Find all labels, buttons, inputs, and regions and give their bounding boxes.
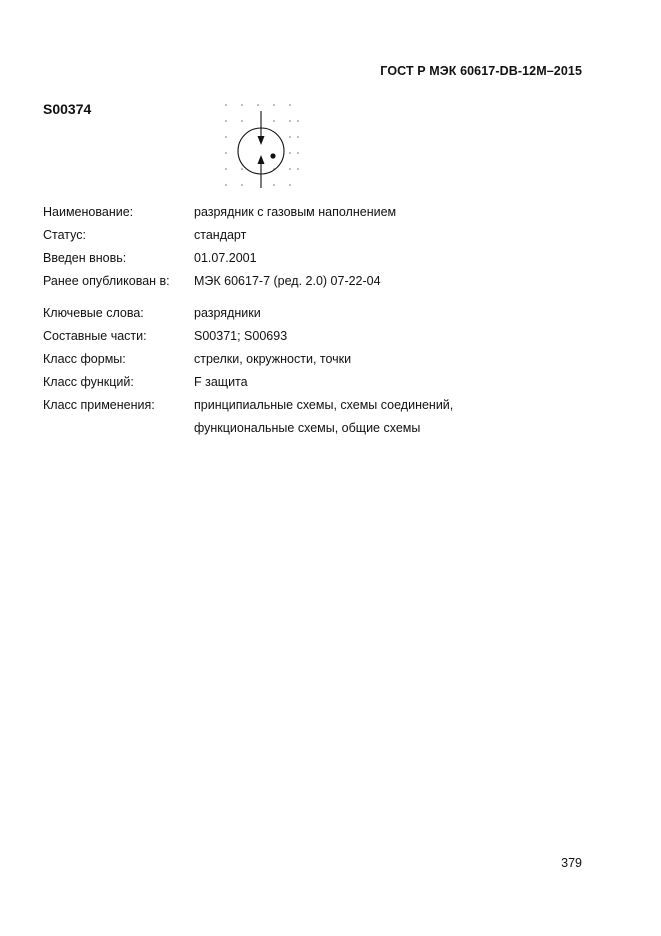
field-value: разрядник с газовым наполнением xyxy=(194,205,397,219)
field-value: стандарт xyxy=(194,228,247,242)
field-label: Ключевые слова: xyxy=(43,306,144,320)
gas-filling-dot xyxy=(270,153,275,158)
field-label: Ранее опубликован в: xyxy=(43,274,170,288)
field-row-application-class-continuation xyxy=(43,420,583,443)
page-number: 379 xyxy=(561,856,582,870)
field-value: принципиальные схемы, схемы соединений, xyxy=(194,398,454,412)
field-label: Класс формы: xyxy=(43,352,126,366)
field-row-function-class xyxy=(43,374,583,397)
field-value: МЭК 60617-7 (ред. 2.0) 07-22-04 xyxy=(194,274,381,288)
field-row-introduced xyxy=(43,250,583,273)
field-value: стрелки, окружности, точки xyxy=(194,352,352,366)
upper-arrow-head xyxy=(258,136,265,145)
field-row-application-class xyxy=(43,397,583,420)
field-value: S00371; S00693 xyxy=(194,329,288,343)
field-label: Класс функций: xyxy=(43,375,134,389)
field-label: Статус: xyxy=(43,228,86,242)
field-label: Класс применения: xyxy=(43,398,155,412)
field-list xyxy=(43,204,583,443)
field-value: F защита xyxy=(194,375,248,389)
lower-arrow-head xyxy=(258,155,265,164)
field-value: разрядники xyxy=(194,306,261,320)
field-row-previously-published xyxy=(43,273,583,296)
field-label: Составные части: xyxy=(43,329,147,343)
field-label: Введен вновь: xyxy=(43,251,127,265)
field-label: Наименование: xyxy=(43,205,134,219)
field-row-name xyxy=(43,204,583,227)
page-header: ГОСТ Р МЭК 60617-DB-12M–2015 xyxy=(380,64,582,78)
field-value: 01.07.2001 xyxy=(194,251,257,265)
field-row-keywords xyxy=(43,305,583,328)
field-value: функциональные схемы, общие схемы xyxy=(194,421,421,435)
field-row-shape-class xyxy=(43,351,583,374)
symbol-code: S00374 xyxy=(43,101,92,117)
gas-filled-surge-arrester-symbol-icon xyxy=(220,101,300,191)
field-row-components xyxy=(43,328,583,351)
field-row-status xyxy=(43,227,583,250)
